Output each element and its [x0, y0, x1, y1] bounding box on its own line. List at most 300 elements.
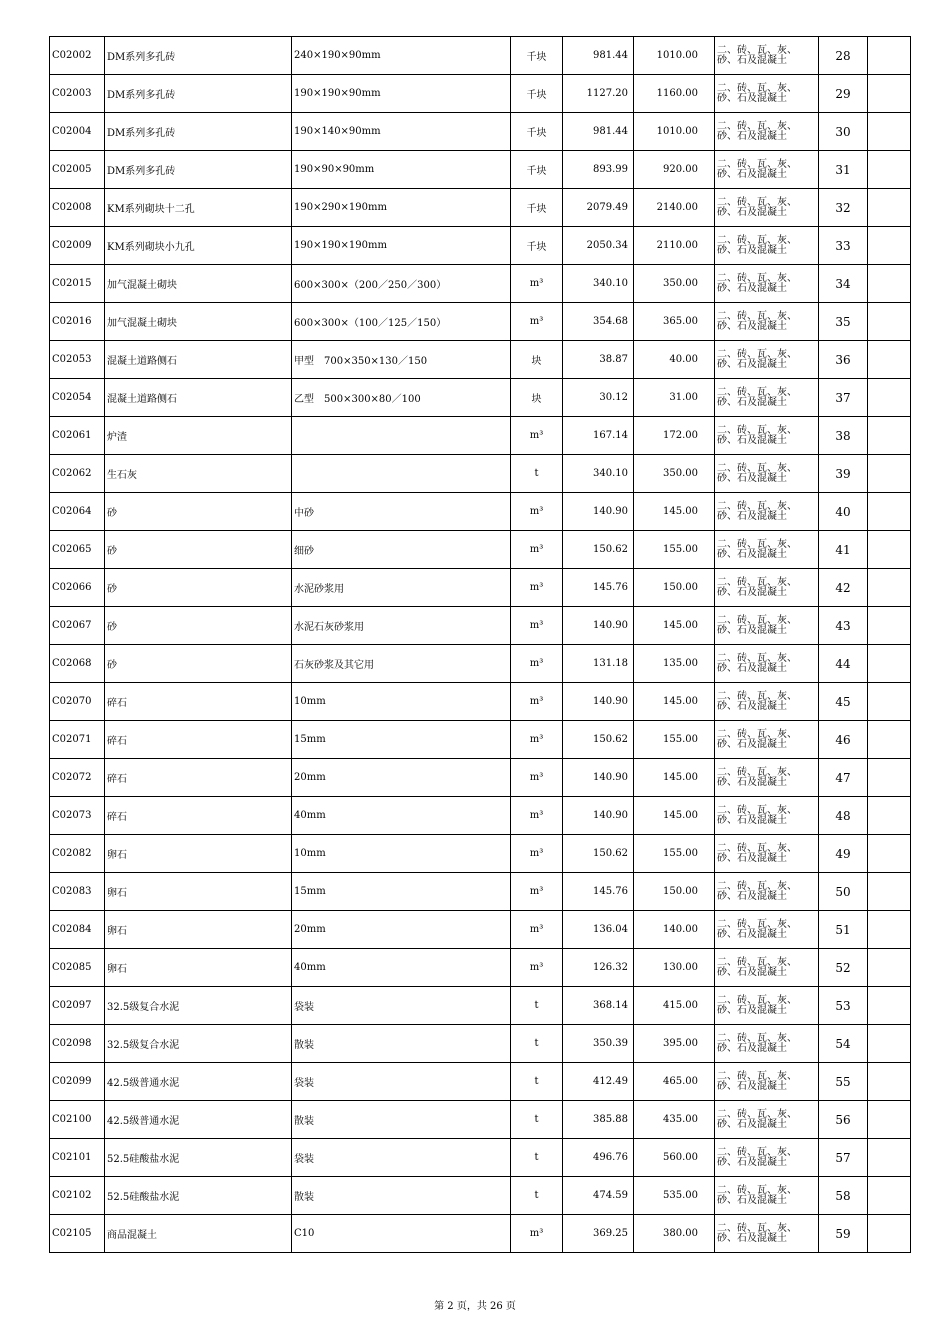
blank-cell — [868, 835, 911, 873]
row-number: 41 — [819, 531, 868, 569]
category-line-2: 砂、石及混凝土 — [717, 54, 787, 66]
material-unit: m³ — [511, 835, 563, 873]
price-excl-tax: 474.59 — [563, 1177, 634, 1215]
material-name: 砂 — [105, 607, 292, 645]
row-number: 49 — [819, 835, 868, 873]
material-name: 42.5级普通水泥 — [105, 1101, 292, 1139]
price-excl-tax: 150.62 — [563, 835, 634, 873]
category-line-2: 砂、石及混凝土 — [717, 130, 787, 142]
material-unit: m³ — [511, 873, 563, 911]
category-cell — [715, 455, 819, 493]
price-incl-tax: 1010.00 — [634, 113, 715, 151]
category-line-1: 二、砖、瓦、灰、 — [717, 348, 797, 360]
price-excl-tax: 354.68 — [563, 303, 634, 341]
material-unit: m³ — [511, 417, 563, 455]
table-row — [50, 493, 911, 531]
material-spec: 10mm — [292, 835, 511, 873]
category-line-2: 砂、石及混凝土 — [717, 928, 787, 940]
material-name: 炉渣 — [105, 417, 292, 455]
row-number: 36 — [819, 341, 868, 379]
table-row — [50, 531, 911, 569]
material-spec: 40mm — [292, 797, 511, 835]
category-line-1: 二、砖、瓦、灰、 — [717, 1146, 797, 1158]
row-number: 53 — [819, 987, 868, 1025]
category-line-1: 二、砖、瓦、灰、 — [717, 728, 797, 740]
category-cell — [715, 1025, 819, 1063]
blank-cell — [868, 37, 911, 75]
category-line-1: 二、砖、瓦、灰、 — [717, 994, 797, 1006]
price-incl-tax: 145.00 — [634, 683, 715, 721]
price-excl-tax: 145.76 — [563, 873, 634, 911]
price-excl-tax: 496.76 — [563, 1139, 634, 1177]
category-cell — [715, 645, 819, 683]
row-number: 35 — [819, 303, 868, 341]
row-number: 40 — [819, 493, 868, 531]
table-row — [50, 1063, 911, 1101]
table-row — [50, 113, 911, 151]
material-unit: 千块 — [511, 227, 563, 265]
price-excl-tax: 893.99 — [563, 151, 634, 189]
row-number: 58 — [819, 1177, 868, 1215]
category-line-1: 二、砖、瓦、灰、 — [717, 1108, 797, 1120]
price-excl-tax: 2050.34 — [563, 227, 634, 265]
material-code: C02101 — [50, 1139, 105, 1177]
category-line-2: 砂、石及混凝土 — [717, 700, 787, 712]
material-name: 42.5级普通水泥 — [105, 1063, 292, 1101]
material-spec: 40mm — [292, 949, 511, 987]
table-row — [50, 569, 911, 607]
material-name: 碎石 — [105, 759, 292, 797]
material-name: 52.5硅酸盐水泥 — [105, 1139, 292, 1177]
price-excl-tax: 350.39 — [563, 1025, 634, 1063]
row-number: 31 — [819, 151, 868, 189]
blank-cell — [868, 531, 911, 569]
price-incl-tax: 155.00 — [634, 835, 715, 873]
category-cell — [715, 1177, 819, 1215]
category-cell — [715, 341, 819, 379]
material-unit: m³ — [511, 607, 563, 645]
price-excl-tax: 385.88 — [563, 1101, 634, 1139]
material-spec: 15mm — [292, 873, 511, 911]
price-incl-tax: 350.00 — [634, 455, 715, 493]
material-code: C02065 — [50, 531, 105, 569]
blank-cell — [868, 113, 911, 151]
category-line-2: 砂、石及混凝土 — [717, 92, 787, 104]
material-spec: 甲型 700×350×130／150 — [292, 341, 511, 379]
price-incl-tax: 1160.00 — [634, 75, 715, 113]
blank-cell — [868, 417, 911, 455]
price-excl-tax: 150.62 — [563, 721, 634, 759]
table-row — [50, 1215, 911, 1253]
price-incl-tax: 145.00 — [634, 759, 715, 797]
material-code: C02054 — [50, 379, 105, 417]
material-unit: 块 — [511, 379, 563, 417]
row-number: 47 — [819, 759, 868, 797]
category-cell — [715, 873, 819, 911]
material-name: 砂 — [105, 531, 292, 569]
blank-cell — [868, 75, 911, 113]
category-cell — [715, 265, 819, 303]
category-line-1: 二、砖、瓦、灰、 — [717, 538, 797, 550]
material-spec: 190×90×90mm — [292, 151, 511, 189]
material-spec — [292, 417, 511, 455]
price-excl-tax: 131.18 — [563, 645, 634, 683]
blank-cell — [868, 1139, 911, 1177]
price-excl-tax: 145.76 — [563, 569, 634, 607]
material-name: 卵石 — [105, 949, 292, 987]
price-excl-tax: 136.04 — [563, 911, 634, 949]
material-spec: 细砂 — [292, 531, 511, 569]
table-row — [50, 1101, 911, 1139]
table-row — [50, 37, 911, 75]
category-line-2: 砂、石及混凝土 — [717, 1194, 787, 1206]
row-number: 34 — [819, 265, 868, 303]
category-line-2: 砂、石及混凝土 — [717, 472, 787, 484]
category-cell — [715, 683, 819, 721]
blank-cell — [868, 683, 911, 721]
row-number: 54 — [819, 1025, 868, 1063]
price-incl-tax: 415.00 — [634, 987, 715, 1025]
category-line-1: 二、砖、瓦、灰、 — [717, 1070, 797, 1082]
material-unit: t — [511, 1177, 563, 1215]
material-name: 碎石 — [105, 797, 292, 835]
category-line-1: 二、砖、瓦、灰、 — [717, 880, 797, 892]
price-incl-tax: 380.00 — [634, 1215, 715, 1253]
category-line-1: 二、砖、瓦、灰、 — [717, 196, 797, 208]
material-unit: m³ — [511, 265, 563, 303]
category-cell — [715, 37, 819, 75]
category-cell — [715, 379, 819, 417]
material-spec: 190×190×190mm — [292, 227, 511, 265]
category-line-2: 砂、石及混凝土 — [717, 396, 787, 408]
material-spec: 20mm — [292, 911, 511, 949]
table-row — [50, 911, 911, 949]
material-unit: t — [511, 1101, 563, 1139]
material-spec: 190×190×90mm — [292, 75, 511, 113]
material-code: C02082 — [50, 835, 105, 873]
row-number: 32 — [819, 189, 868, 227]
category-line-2: 砂、石及混凝土 — [717, 776, 787, 788]
row-number: 55 — [819, 1063, 868, 1101]
material-spec: 散装 — [292, 1025, 511, 1063]
material-code: C02066 — [50, 569, 105, 607]
row-number: 44 — [819, 645, 868, 683]
material-name: 卵石 — [105, 835, 292, 873]
price-incl-tax: 920.00 — [634, 151, 715, 189]
category-cell — [715, 113, 819, 151]
row-number: 56 — [819, 1101, 868, 1139]
material-code: C02100 — [50, 1101, 105, 1139]
category-line-2: 砂、石及混凝土 — [717, 624, 787, 636]
blank-cell — [868, 797, 911, 835]
material-code: C02070 — [50, 683, 105, 721]
material-name: 砂 — [105, 645, 292, 683]
category-cell — [715, 227, 819, 265]
material-code: C02068 — [50, 645, 105, 683]
category-line-1: 二、砖、瓦、灰、 — [717, 310, 797, 322]
table-row — [50, 341, 911, 379]
material-code: C02071 — [50, 721, 105, 759]
material-name: 混凝土道路侧石 — [105, 379, 292, 417]
category-cell — [715, 75, 819, 113]
price-incl-tax: 155.00 — [634, 721, 715, 759]
blank-cell — [868, 1177, 911, 1215]
blank-cell — [868, 759, 911, 797]
material-code: C02009 — [50, 227, 105, 265]
material-unit: t — [511, 987, 563, 1025]
material-unit: t — [511, 1063, 563, 1101]
material-unit: m³ — [511, 303, 563, 341]
material-code: C02102 — [50, 1177, 105, 1215]
material-code: C02105 — [50, 1215, 105, 1253]
row-number: 46 — [819, 721, 868, 759]
category-line-1: 二、砖、瓦、灰、 — [717, 956, 797, 968]
material-name: DM系列多孔砖 — [105, 151, 292, 189]
table-row — [50, 683, 911, 721]
material-spec: 20mm — [292, 759, 511, 797]
price-excl-tax: 140.90 — [563, 607, 634, 645]
price-incl-tax: 560.00 — [634, 1139, 715, 1177]
price-incl-tax: 150.00 — [634, 873, 715, 911]
material-name: 商品混凝土 — [105, 1215, 292, 1253]
price-excl-tax: 369.25 — [563, 1215, 634, 1253]
material-spec: 中砂 — [292, 493, 511, 531]
material-code: C02064 — [50, 493, 105, 531]
category-line-1: 二、砖、瓦、灰、 — [717, 44, 797, 56]
price-incl-tax: 172.00 — [634, 417, 715, 455]
price-incl-tax: 135.00 — [634, 645, 715, 683]
category-cell — [715, 607, 819, 645]
price-incl-tax: 145.00 — [634, 797, 715, 835]
price-excl-tax: 140.90 — [563, 797, 634, 835]
material-code: C02097 — [50, 987, 105, 1025]
material-name: 碎石 — [105, 721, 292, 759]
row-number: 28 — [819, 37, 868, 75]
category-cell — [715, 569, 819, 607]
price-excl-tax: 1127.20 — [563, 75, 634, 113]
row-number: 29 — [819, 75, 868, 113]
material-unit: m³ — [511, 721, 563, 759]
material-name: KM系列砌块十二孔 — [105, 189, 292, 227]
price-incl-tax: 1010.00 — [634, 37, 715, 75]
material-spec: 600×300×（200／250／300） — [292, 265, 511, 303]
material-spec: 水泥砂浆用 — [292, 569, 511, 607]
material-name: 混凝土道路侧石 — [105, 341, 292, 379]
price-excl-tax: 412.49 — [563, 1063, 634, 1101]
category-cell — [715, 1101, 819, 1139]
material-code: C02004 — [50, 113, 105, 151]
table-row — [50, 987, 911, 1025]
material-unit: t — [511, 1025, 563, 1063]
material-code: C02002 — [50, 37, 105, 75]
material-name: 生石灰 — [105, 455, 292, 493]
category-line-2: 砂、石及混凝土 — [717, 434, 787, 446]
material-name: 加气混凝土砌块 — [105, 265, 292, 303]
price-excl-tax: 2079.49 — [563, 189, 634, 227]
price-excl-tax: 167.14 — [563, 417, 634, 455]
table-row — [50, 1025, 911, 1063]
material-spec — [292, 455, 511, 493]
blank-cell — [868, 455, 911, 493]
row-number: 43 — [819, 607, 868, 645]
price-incl-tax: 40.00 — [634, 341, 715, 379]
row-number: 57 — [819, 1139, 868, 1177]
material-spec: 240×190×90mm — [292, 37, 511, 75]
table-row — [50, 835, 911, 873]
blank-cell — [868, 151, 911, 189]
blank-cell — [868, 721, 911, 759]
material-unit: 千块 — [511, 189, 563, 227]
material-unit: 千块 — [511, 151, 563, 189]
table-row — [50, 379, 911, 417]
blank-cell — [868, 911, 911, 949]
category-line-1: 二、砖、瓦、灰、 — [717, 652, 797, 664]
price-incl-tax: 145.00 — [634, 607, 715, 645]
category-cell — [715, 303, 819, 341]
category-line-1: 二、砖、瓦、灰、 — [717, 158, 797, 170]
material-spec: 水泥石灰砂浆用 — [292, 607, 511, 645]
category-line-2: 砂、石及混凝土 — [717, 966, 787, 978]
material-spec: 袋装 — [292, 1139, 511, 1177]
blank-cell — [868, 227, 911, 265]
material-spec: 乙型 500×300×80／100 — [292, 379, 511, 417]
blank-cell — [868, 1101, 911, 1139]
category-cell — [715, 189, 819, 227]
table-row — [50, 1139, 911, 1177]
category-cell — [715, 835, 819, 873]
category-line-1: 二、砖、瓦、灰、 — [717, 272, 797, 284]
material-unit: m³ — [511, 949, 563, 987]
material-unit: t — [511, 1139, 563, 1177]
material-spec: 190×140×90mm — [292, 113, 511, 151]
category-line-1: 二、砖、瓦、灰、 — [717, 576, 797, 588]
category-line-2: 砂、石及混凝土 — [717, 662, 787, 674]
price-excl-tax: 140.90 — [563, 759, 634, 797]
material-code: C02083 — [50, 873, 105, 911]
blank-cell — [868, 303, 911, 341]
category-cell — [715, 911, 819, 949]
price-excl-tax: 140.90 — [563, 683, 634, 721]
material-unit: 千块 — [511, 37, 563, 75]
material-code: C02067 — [50, 607, 105, 645]
price-excl-tax: 140.90 — [563, 493, 634, 531]
material-name: DM系列多孔砖 — [105, 113, 292, 151]
table-row — [50, 227, 911, 265]
category-line-1: 二、砖、瓦、灰、 — [717, 804, 797, 816]
material-name: KM系列砌块小九孔 — [105, 227, 292, 265]
price-excl-tax: 340.10 — [563, 265, 634, 303]
table-body — [50, 37, 911, 1253]
price-incl-tax: 130.00 — [634, 949, 715, 987]
category-line-1: 二、砖、瓦、灰、 — [717, 1222, 797, 1234]
category-line-1: 二、砖、瓦、灰、 — [717, 462, 797, 474]
material-spec: C10 — [292, 1215, 511, 1253]
category-cell — [715, 721, 819, 759]
material-code: C02015 — [50, 265, 105, 303]
table-row — [50, 417, 911, 455]
category-line-1: 二、砖、瓦、灰、 — [717, 918, 797, 930]
material-unit: t — [511, 455, 563, 493]
material-unit: m³ — [511, 645, 563, 683]
category-line-2: 砂、石及混凝土 — [717, 244, 787, 256]
table-row — [50, 189, 911, 227]
table-row — [50, 759, 911, 797]
category-line-1: 二、砖、瓦、灰、 — [717, 234, 797, 246]
table-row — [50, 265, 911, 303]
row-number: 33 — [819, 227, 868, 265]
price-incl-tax: 2140.00 — [634, 189, 715, 227]
price-incl-tax: 140.00 — [634, 911, 715, 949]
material-code: C02062 — [50, 455, 105, 493]
material-spec: 袋装 — [292, 987, 511, 1025]
price-excl-tax: 981.44 — [563, 113, 634, 151]
material-name: DM系列多孔砖 — [105, 37, 292, 75]
price-incl-tax: 465.00 — [634, 1063, 715, 1101]
blank-cell — [868, 569, 911, 607]
price-table — [49, 36, 911, 1253]
category-cell — [715, 949, 819, 987]
blank-cell — [868, 265, 911, 303]
category-cell — [715, 1063, 819, 1101]
price-incl-tax: 155.00 — [634, 531, 715, 569]
category-line-2: 砂、石及混凝土 — [717, 320, 787, 332]
category-line-1: 二、砖、瓦、灰、 — [717, 1032, 797, 1044]
category-line-1: 二、砖、瓦、灰、 — [717, 766, 797, 778]
category-line-2: 砂、石及混凝土 — [717, 586, 787, 598]
material-name: 砂 — [105, 493, 292, 531]
material-spec: 15mm — [292, 721, 511, 759]
blank-cell — [868, 493, 911, 531]
category-line-2: 砂、石及混凝土 — [717, 282, 787, 294]
price-excl-tax: 150.62 — [563, 531, 634, 569]
row-number: 48 — [819, 797, 868, 835]
material-code: C02003 — [50, 75, 105, 113]
row-number: 51 — [819, 911, 868, 949]
category-line-1: 二、砖、瓦、灰、 — [717, 424, 797, 436]
category-line-2: 砂、石及混凝土 — [717, 1004, 787, 1016]
category-line-1: 二、砖、瓦、灰、 — [717, 82, 797, 94]
category-line-2: 砂、石及混凝土 — [717, 206, 787, 218]
blank-cell — [868, 341, 911, 379]
category-line-2: 砂、石及混凝土 — [717, 814, 787, 826]
material-name: 32.5级复合水泥 — [105, 1025, 292, 1063]
table-row — [50, 949, 911, 987]
table-row — [50, 455, 911, 493]
material-unit: m³ — [511, 1215, 563, 1253]
category-cell — [715, 151, 819, 189]
blank-cell — [868, 189, 911, 227]
material-code: C02084 — [50, 911, 105, 949]
price-incl-tax: 145.00 — [634, 493, 715, 531]
material-code: C02053 — [50, 341, 105, 379]
price-incl-tax: 365.00 — [634, 303, 715, 341]
category-cell — [715, 417, 819, 455]
material-code: C02072 — [50, 759, 105, 797]
category-line-2: 砂、石及混凝土 — [717, 548, 787, 560]
table-row — [50, 797, 911, 835]
row-number: 37 — [819, 379, 868, 417]
category-line-2: 砂、石及混凝土 — [717, 738, 787, 750]
material-code: C02098 — [50, 1025, 105, 1063]
category-cell — [715, 493, 819, 531]
material-name: 卵石 — [105, 873, 292, 911]
row-number: 39 — [819, 455, 868, 493]
table-row — [50, 303, 911, 341]
category-line-2: 砂、石及混凝土 — [717, 890, 787, 902]
row-number: 59 — [819, 1215, 868, 1253]
blank-cell — [868, 645, 911, 683]
category-cell — [715, 797, 819, 835]
